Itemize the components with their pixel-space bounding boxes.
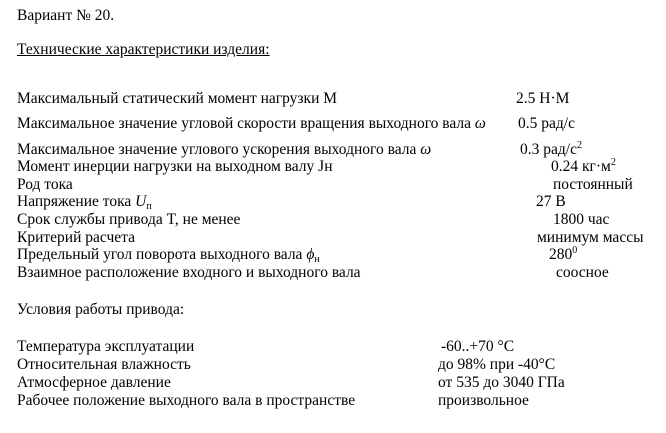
specs-heading: Технические характеристики изделия: <box>17 41 270 58</box>
condition-value-humidity: до 98% при -40°С <box>438 356 556 373</box>
condition-value-temperature: -60..+70 °С <box>441 338 515 355</box>
condition-value-pressure: от 535 до 3040 ГПа <box>438 374 565 391</box>
variant-title: Вариант № 20. <box>17 7 115 24</box>
condition-label-humidity: Относительная влажность <box>17 356 191 373</box>
spec-label-max-angular-acceleration: Максимальное значение углового ускорения выходного вала ω <box>17 141 432 158</box>
phi-symbol: ϕ <box>306 246 315 263</box>
omega-symbol: ω <box>420 141 432 158</box>
spec-value-max-angular-acceleration: 0.3 рад/$с^2$ <box>520 140 582 158</box>
spec-label-current-type: Род тока <box>17 176 73 193</box>
spec-value-max-angular-velocity: 0.5 рад/с <box>518 115 575 132</box>
conditions-heading: Условия работы привода: <box>17 301 185 318</box>
spec-label-max-static-moment: Максимальный статический момент нагрузки М <box>17 90 338 107</box>
condition-label-temperature: Температура эксплуатации <box>17 338 195 355</box>
spec-value-current-type: постоянный <box>553 176 633 193</box>
condition-value-shaft-position: произвольное <box>438 392 529 409</box>
condition-label-shaft-position: Рабочее положение выходного вала в пространстве <box>17 392 356 409</box>
spec-value-rotation-angle: $280^0$ <box>549 245 578 263</box>
spec-label-voltage: Напряжение тока $U_п$ <box>17 193 152 212</box>
spec-label-rotation-angle: Предельный угол поворота выходного вала $\phi_н$ <box>17 246 320 265</box>
voltage-symbol: U <box>135 193 147 210</box>
spec-label-load-inertia: Момент инерции нагрузки на выходном валу Jн <box>17 158 333 175</box>
omega-symbol: ω <box>474 115 486 132</box>
spec-value-max-static-moment: 2.5 Н·М <box>516 90 570 107</box>
spec-label-shaft-arrangement: Взаимное расположение входного и выходного вала <box>17 264 361 281</box>
spec-value-voltage: 27 В <box>536 193 566 210</box>
condition-label-pressure: Атмосферное давление <box>17 374 171 391</box>
spec-value-service-life: 1800 час <box>553 211 610 228</box>
spec-label-design-criterion: Критерий расчета <box>17 229 135 246</box>
spec-value-design-criterion: минимум массы <box>537 229 644 246</box>
spec-label-service-life: Срок службы привода T, не менее <box>17 211 241 228</box>
spec-value-load-inertia: 0.24 $кг\cdot м^2$ <box>551 157 616 175</box>
spec-value-shaft-arrangement: соосное <box>556 264 609 281</box>
spec-label-max-angular-velocity: Максимальное значение угловой скорости вращения выходного вала ω <box>17 115 486 132</box>
